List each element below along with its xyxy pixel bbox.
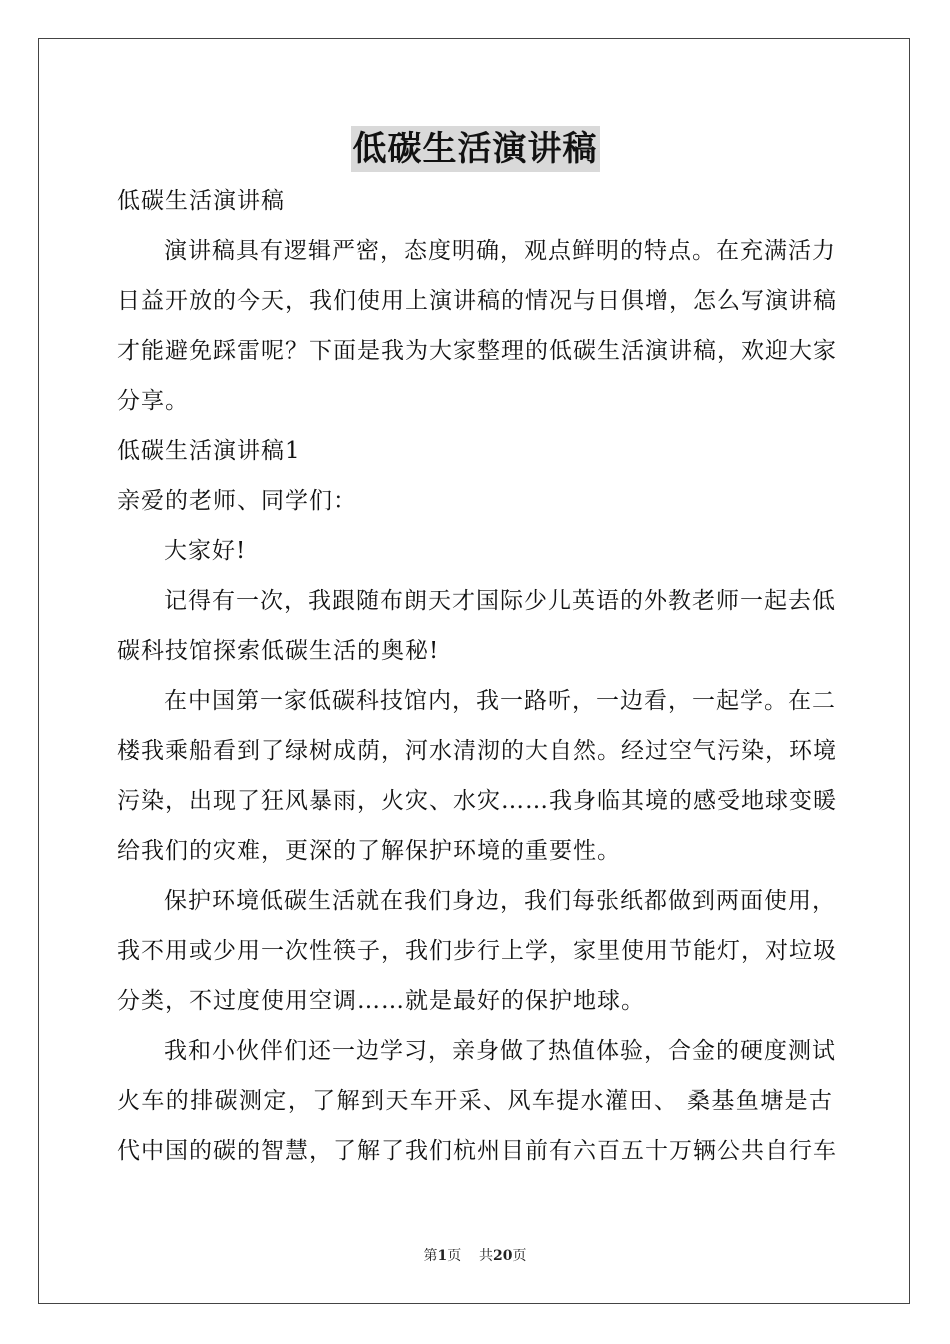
page-footer: [0, 1246, 950, 1266]
total-label-prefix: 共: [479, 1248, 494, 1264]
text-line: 在中国第一家低碳科技馆内，我一路听，一边看，一起学。在二: [164, 688, 836, 714]
document-title: 低碳生活演讲稿: [351, 126, 600, 172]
text-line: 低碳生活演讲稿1: [117, 438, 301, 464]
text-line: 代中国的碳的智慧，了解了我们杭州目前有六百五十万辆公共自行车: [117, 1138, 837, 1164]
text-line: 分享。: [117, 388, 189, 414]
page-label-prefix: 第: [423, 1248, 438, 1264]
document-body: [117, 176, 837, 1176]
text-line: 保护环境低碳生活就在我们身边，我们每张纸都做到两面使用，: [164, 888, 836, 914]
text-line: 分类，不过度使用空调……就是最好的保护地球。: [117, 988, 645, 1014]
text-line: 才能避免踩雷呢？下面是我为大家整理的低碳生活演讲稿，欢迎大家: [117, 338, 837, 364]
text-line: 我不用或少用一次性筷子，我们步行上学，家里使用节能灯，对垃圾: [117, 938, 837, 964]
total-label-suffix: 页: [512, 1248, 527, 1264]
total-pages: 20: [493, 1248, 513, 1264]
text-line: 给我们的灾难，更深的了解保护环境的重要性。: [117, 838, 621, 864]
page-label-suffix: 页: [447, 1248, 462, 1264]
text-line: 低碳生活演讲稿: [117, 188, 285, 214]
text-line: 演讲稿具有逻辑严密，态度明确，观点鲜明的特点。在充满活力: [164, 238, 836, 264]
title-container: [0, 126, 950, 172]
page-number: 1: [437, 1248, 448, 1264]
text-line: 火车的排碳测定，了解到天车开采、风车提水灌田、 桑基鱼塘是古: [117, 1088, 833, 1114]
text-line: 碳科技馆探索低碳生活的奥秘!: [117, 638, 440, 664]
text-line: 大家好!: [164, 538, 247, 564]
text-line: 我和小伙伴们还一边学习，亲身做了热值体验，合金的硬度测试: [164, 1038, 836, 1064]
text-line: 亲爱的老师、同学们：: [117, 488, 357, 514]
text-line: 记得有一次，我跟随布朗天才国际少儿英语的外教老师一起去低: [164, 588, 836, 614]
text-line: 楼我乘船看到了绿树成荫，河水清沏的大自然。经过空气污染，环境: [117, 738, 837, 764]
text-line: 日益开放的今天，我们使用上演讲稿的情况与日俱增，怎么写演讲稿: [117, 288, 837, 314]
text-line: 污染，出现了狂风暴雨，火灾、水灾……我身临其境的感受地球变暖: [117, 788, 837, 814]
